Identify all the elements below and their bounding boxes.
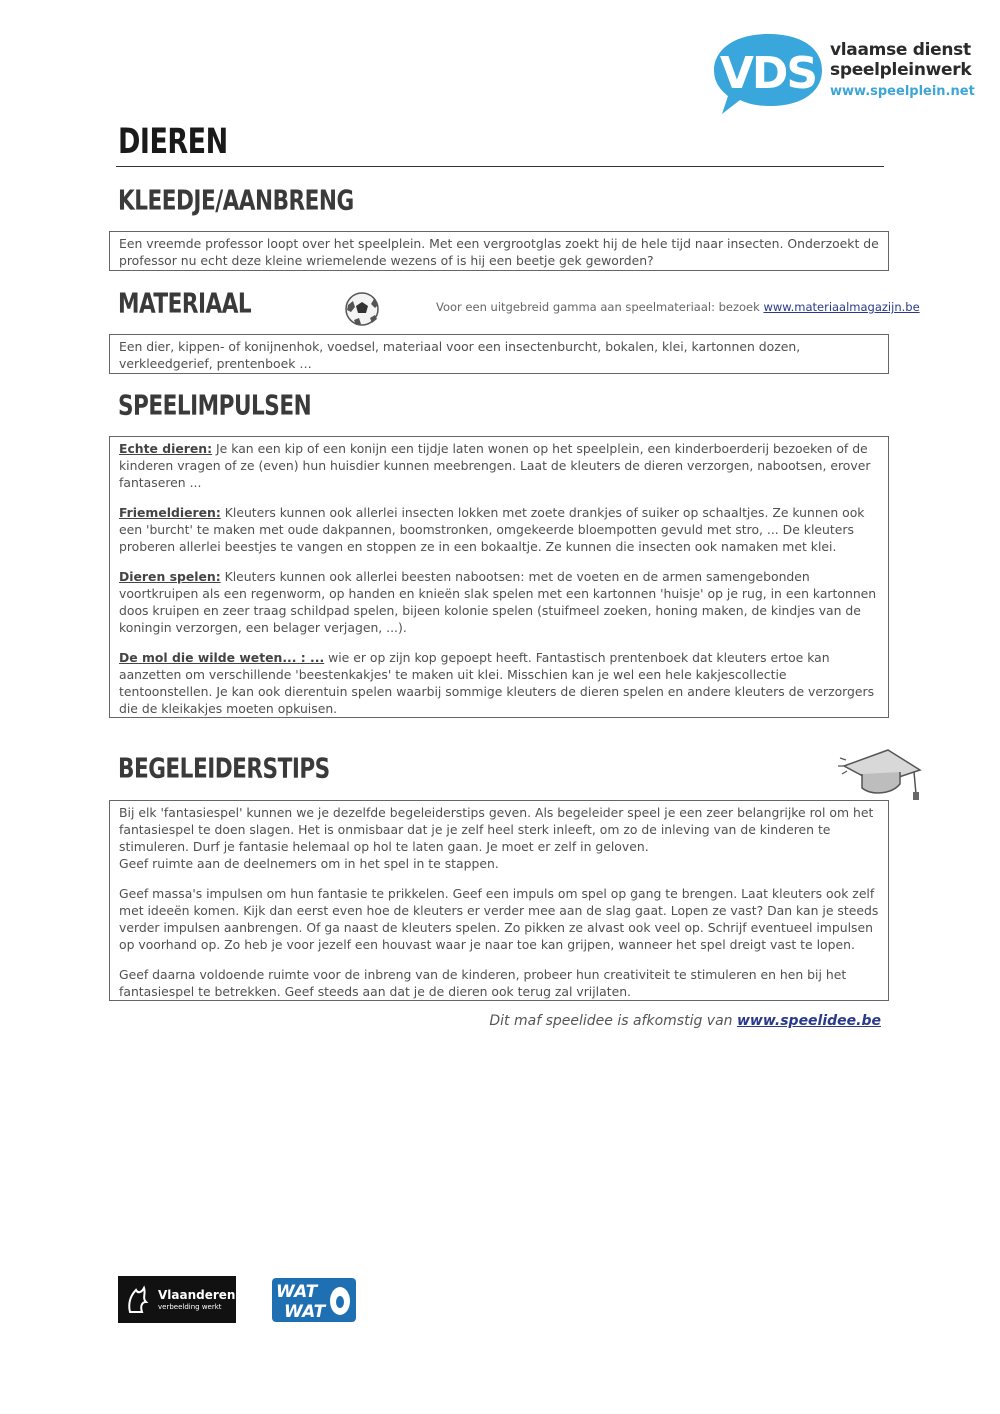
vlaanderen-tagline: verbeelding werkt bbox=[158, 1303, 222, 1311]
tips-text: Geef ruimte aan de deelnemers om in het spel in te stappen. bbox=[119, 856, 499, 871]
impuls-text: wie er op zijn kop gepoept heeft. Fantastisch prentenboek dat kleuters ertoe kan aanzetten om verschillende 'beestenkakjes' te maken uit klei. Misschien kan je wel een hele kakjescollectie tentoonstellen. Je kan ook dierentuin spelen waarbij sommige kleuters de dieren spelen en andere kleuters de verzorgers die de kleikakjes moeten opkuisen. bbox=[119, 650, 875, 716]
impuls-text: Je kan een kip of een konijn een tijdje laten wonen op het speelplein, een kinderboerderij bezoeken of de kinderen vragen of ze (even) hun huisdier kunnen meebrengen. Laat de kleuters de dieren verzorgen, nabootsen, erover fantaseren ... bbox=[119, 441, 871, 490]
speelimpulsen-heading: SPEELIMPULSEN bbox=[118, 389, 312, 422]
impuls-paragraph bbox=[119, 504, 879, 555]
speelimpulsen-box bbox=[109, 436, 889, 718]
impuls-label: De mol die wilde weten... : ... bbox=[119, 650, 325, 665]
materiaal-note bbox=[436, 300, 920, 314]
source-note-text: Dit maf speelidee is afkomstig van bbox=[489, 1013, 737, 1029]
impuls-paragraph bbox=[119, 568, 879, 636]
impuls-label: Friemeldieren: bbox=[119, 505, 221, 520]
kleedje-box bbox=[109, 231, 889, 271]
lion-icon bbox=[124, 1284, 152, 1316]
impuls-paragraph bbox=[119, 649, 879, 717]
speelidee-link[interactable]: www.speelidee.be bbox=[736, 1013, 881, 1029]
impuls-text: Kleuters kunnen ook allerlei beesten nabootsen: met de voeten en de armen samengebonden voortkruipen als een regenworm, op handen en knieën slak spelen met een kartonnen 'huisje' op je rug, in een kartonnen doos kruipen en zeer traag schildpad spelen, bijeen kolonie spelen (stuifmeel zoeken, honing maken, de kindjes van de koningin verzorgen, een belager verjagen, ...). bbox=[119, 569, 877, 635]
svg-text:WAT: WAT bbox=[276, 1282, 318, 1302]
tips-paragraph: Geef massa's impulsen om hun fantasie te prikkelen. Geef een impuls om spel op gang te brengen. Laat kleuters ook zelf met ideeën komen. Kijk dan eerst even hoe de kleuters er verder mee aan de slag gaat. Lopen ze vast? Dan kan je steeds verder impulsen aanbrengen. Of ga naast de kleuters spelen. Zo pikken ze alvast ook veel op. Schrijf eventueel impulsen op voorhand op. Zo heb je voor jezelf een houvast waar je naar toe kan grijpen, wanneer het spel dreigt vast te lopen. bbox=[119, 886, 879, 952]
materiaal-text: Een dier, kippen- of konijnenhok, voedsel, materiaal voor een insectenburcht, bokalen, klei, kartonnen dozen, verkleedgerief, prentenboek … bbox=[119, 339, 801, 371]
impuls-label: Dieren spelen: bbox=[119, 569, 221, 584]
logo-line1: vlaamse dienst bbox=[830, 40, 971, 60]
vlaanderen-name: Vlaanderen bbox=[158, 1288, 236, 1302]
vlaanderen-logo bbox=[118, 1276, 236, 1323]
materiaal-note-text: Voor een uitgebreid gamma aan speelmateriaal: bezoek bbox=[436, 300, 764, 314]
vds-logo-icon bbox=[712, 30, 824, 116]
page-title: DIEREN bbox=[118, 122, 228, 163]
logo-text bbox=[830, 40, 980, 102]
materiaal-box bbox=[109, 334, 889, 374]
graduation-cap-icon bbox=[838, 744, 924, 802]
logo-url[interactable]: www.speelplein.net bbox=[830, 84, 975, 99]
impuls-text: Kleuters kunnen ook allerlei insecten lokken met zoete drankjes of suiker op schaaltjes. Ze kunnen ook een 'burcht' te maken met oude dakpannen, boomstronken, omgekeerde bloempotten gevuld met stro, ... De kleuters proberen allerlei beestjes te vangen en stoppen ze in een bokaaltje. Ze kunnen die insecten ook namaken met klei. bbox=[119, 505, 865, 554]
impuls-label: Echte dieren: bbox=[119, 441, 213, 456]
materiaal-heading: MATERIAAL bbox=[118, 287, 252, 320]
logo-mark: VDS bbox=[719, 48, 817, 99]
logo-line2: speelpleinwerk bbox=[830, 60, 972, 80]
source-note bbox=[489, 1013, 881, 1029]
materiaalmagazijn-link[interactable]: www.materiaalmagazijn.be bbox=[763, 300, 920, 314]
kleedje-heading: KLEEDJE/AANBRENG bbox=[118, 184, 354, 217]
begeleiderstips-heading: BEGELEIDERSTIPS bbox=[118, 752, 330, 785]
tips-paragraph: Geef daarna voldoende ruimte voor de inbreng van de kinderen, probeer hun creativiteit te stimuleren en hen bij het fantasiespel te betrekken. Geef steeds aan dat je de dieren ook terug zal vrijlaten. bbox=[119, 967, 847, 999]
kleedje-text: Een vreemde professor loopt over het speelplein. Met een vergrootglas zoekt hij de hele tijd naar insecten. Onderzoekt de professor nu echt deze kleine wriemelende wezens of is hij een beetje gek geworden? bbox=[119, 236, 879, 268]
tips-text: Bij elk 'fantasiespel' kunnen we je dezelfde begeleiderstips geven. Als begeleider speel je een zeer belangrijke rol om het fantasiespel te doen slagen. Het is onmisbaar dat je je zelf heel sterk inleeft, om zo de inleving van de kinderen te stimuleren. Durf je fantasie helemaal op hol te laten gaan. Je moet er zelf in geloven. bbox=[119, 805, 874, 854]
football-icon bbox=[344, 291, 380, 327]
tips-paragraph bbox=[119, 804, 879, 872]
title-divider bbox=[116, 166, 884, 167]
svg-text:WAT: WAT bbox=[284, 1302, 326, 1322]
watwat-logo bbox=[272, 1276, 356, 1324]
impuls-paragraph bbox=[119, 440, 879, 491]
begeleiderstips-box bbox=[109, 800, 889, 1001]
